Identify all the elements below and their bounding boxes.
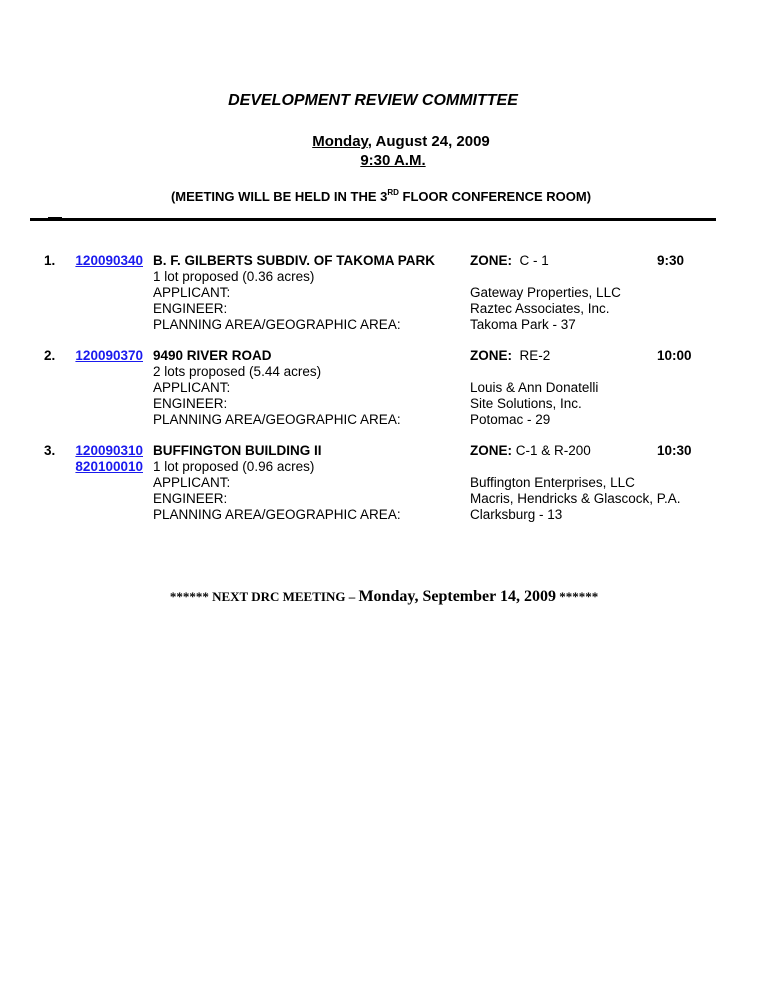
notice-text-start: (MEETING WILL BE HELD IN THE 3: [170, 189, 388, 204]
next-meeting-suffix: ******: [555, 589, 599, 604]
item-number: 1.: [44, 253, 56, 268]
meeting-time: 9:30 A.M.: [360, 152, 426, 169]
engineer-label: ENGINEER:: [153, 491, 228, 506]
engineer-value: Raztec Associates, Inc.: [470, 301, 610, 316]
meeting-date-rest: , August 24, 2009: [367, 133, 490, 150]
engineer-label: ENGINEER:: [153, 396, 228, 411]
item-values: [470, 443, 681, 523]
plan-number-link[interactable]: 820100010: [75, 459, 143, 474]
applicant-value: Gateway Properties, LLC: [470, 285, 621, 300]
applicant-label: APPLICANT:: [153, 475, 231, 490]
item-time: 9:30: [657, 253, 685, 268]
zone: [470, 253, 621, 269]
notice-superscript: RD: [387, 188, 399, 197]
zone: [470, 348, 598, 364]
planning-area-label: PLANNING AREA/GEOGRAPHIC AREA:: [153, 317, 401, 332]
meeting-day: Monday: [312, 133, 368, 150]
planning-area-label: PLANNING AREA/GEOGRAPHIC AREA:: [153, 412, 401, 427]
plan-number-link[interactable]: 120090310: [75, 443, 143, 458]
zone: [470, 443, 681, 459]
item-details: [153, 348, 401, 428]
next-meeting-prefix: ****** NEXT DRC MEETING –: [169, 589, 359, 604]
item-details: [153, 443, 401, 523]
lots-proposed: 2 lots proposed (5.44 acres): [153, 364, 322, 379]
item-values: [470, 253, 621, 333]
lots-proposed: 1 lot proposed (0.96 acres): [153, 459, 315, 474]
meeting-date: [0, 133, 768, 150]
meeting-location-notice: [0, 188, 762, 204]
document-title: DEVELOPMENT REVIEW COMMITTEE: [228, 92, 518, 109]
plan-links: [63, 253, 143, 269]
item-time: 10:30: [657, 443, 692, 458]
item-time: 10:00: [657, 348, 692, 363]
applicant-value: Louis & Ann Donatelli: [470, 380, 599, 395]
zone-value: C-1 & R-200: [515, 443, 591, 458]
item-number: 3.: [44, 443, 56, 458]
planning-area-value: Takoma Park - 37: [470, 317, 576, 332]
next-meeting-notice: [0, 588, 768, 606]
applicant-label: APPLICANT:: [153, 380, 231, 395]
planning-area-value: Potomac - 29: [470, 412, 551, 427]
lots-proposed: 1 lot proposed (0.36 acres): [153, 269, 315, 284]
plan-links: [63, 348, 143, 364]
planning-area-label: PLANNING AREA/GEOGRAPHIC AREA:: [153, 507, 401, 522]
header-divider: [30, 218, 716, 221]
notice-text-end: FLOOR CONFERENCE ROOM): [398, 189, 592, 204]
zone-label: ZONE:: [470, 253, 512, 268]
plan-links: [63, 443, 143, 475]
item-number: 2.: [44, 348, 56, 363]
item-values: [470, 348, 598, 428]
applicant-value: Buffington Enterprises, LLC: [470, 475, 635, 490]
applicant-label: APPLICANT:: [153, 285, 231, 300]
zone-label: ZONE:: [470, 348, 512, 363]
zone-value: C - 1: [519, 253, 549, 268]
planning-area-value: Clarksburg - 13: [470, 507, 563, 522]
engineer-label: ENGINEER:: [153, 301, 228, 316]
project-name: B. F. GILBERTS SUBDIV. OF TAKOMA PARK: [153, 253, 436, 268]
plan-number-link[interactable]: 120090370: [75, 348, 143, 363]
next-meeting-date: Monday, September 14, 2009: [358, 588, 556, 605]
zone-label: ZONE:: [470, 443, 512, 458]
engineer-value: Site Solutions, Inc.: [470, 396, 582, 411]
engineer-value: Macris, Hendricks & Glascock, P.A.: [470, 491, 681, 506]
project-name: BUFFINGTON BUILDING II: [153, 443, 322, 458]
item-details: [153, 253, 435, 333]
project-name: 9490 RIVER ROAD: [153, 348, 272, 363]
zone-value: RE-2: [519, 348, 551, 363]
plan-number-link[interactable]: 120090340: [75, 253, 143, 268]
